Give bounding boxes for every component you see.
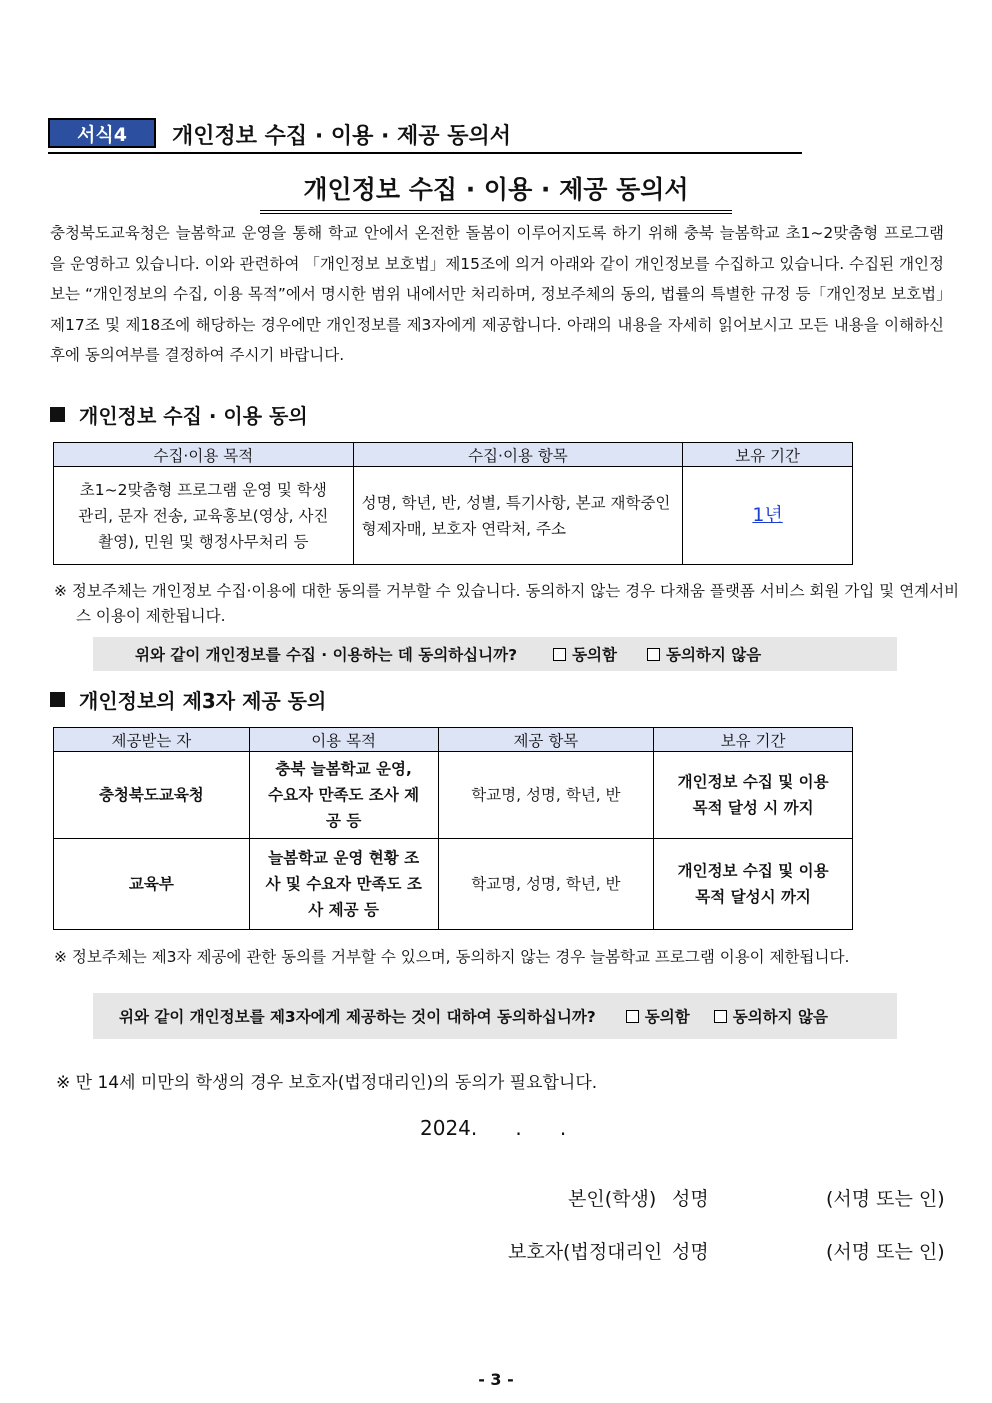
student-name-label: 성명 xyxy=(672,1188,709,1210)
header-period: 보유 기간 xyxy=(683,443,853,467)
section2-disagree-option[interactable] xyxy=(714,1005,828,1027)
page-number: - 3 - xyxy=(478,1370,514,1389)
recipient-cell: 교육부 xyxy=(54,839,250,930)
guardian-role: 보호자(법정대리인 xyxy=(508,1241,663,1263)
section2-title: 개인정보의 제3자 제공 동의 xyxy=(79,689,327,713)
period-cell: 개인정보 수집 및 이용목적 달성시 까지 xyxy=(654,839,853,930)
header-provided-items: 제공 항목 xyxy=(438,728,654,752)
retention-period-link[interactable]: 1년 xyxy=(752,504,783,526)
agree-label: 동의함 xyxy=(644,1008,690,1026)
items-cell: 학교명, 성명, 학년, 반 xyxy=(438,839,654,930)
form-tag: 서식4 xyxy=(48,118,156,148)
form-title: 개인정보 수집 · 이용 · 제공 동의서 xyxy=(172,123,511,149)
section2-heading xyxy=(50,685,326,714)
disagree-label: 동의하지 않음 xyxy=(665,646,762,664)
section1-heading xyxy=(50,400,308,429)
guardian-name-label: 성명 xyxy=(672,1241,709,1263)
section1-title: 개인정보 수집 · 이용 동의 xyxy=(79,404,308,428)
square-bullet-icon xyxy=(50,407,65,422)
collection-purpose: 초1~2맞춤형 프로그램 운영 및 학생관리, 문자 전송, 교육홍보(영상, 사진촬영), 민원 및 행정사무처리 등 xyxy=(54,467,354,565)
table-row xyxy=(54,752,853,839)
student-sign-label: (서명 또는 인) xyxy=(826,1188,945,1210)
intro-paragraph: 충청북도교육청은 늘봄학교 운영을 통해 학교 안에서 온전한 돌봄이 이루어지도록 하기 위해 충북 늘봄학교 초1~2맞춤형 프로그램을 운영하고 있습니다. 이와 관련하여 「개인정보 보호법」제15조에 의거 아래와 같이 개인정보를 수집하고 있습니다. 수집된 개인정보는 “개인정보의 수집, 이용 목적”에서 명시한 범위 내에서만 처리하며, 정보주체의 동의, 법률의 특별한 규정 등「개인정보 보호법」제17조 및 제18조에 해당하는 경우에만 개인정보를 제3자에게 제공합니다. 아래의 내용을 자세히 읽어보시고 모든 내용을 이해하신 후에 동의여부를 결정하여 주시기 바랍니다. xyxy=(50,224,944,364)
doc-title-underline xyxy=(260,210,732,214)
section1-agree-option[interactable] xyxy=(553,643,617,665)
header-items: 수집·이용 항목 xyxy=(353,443,683,467)
square-bullet-icon xyxy=(50,692,65,707)
table-row xyxy=(54,839,853,930)
checkbox-icon[interactable] xyxy=(626,1010,639,1023)
header-purpose: 수집·이용 목적 xyxy=(54,443,354,467)
collection-table xyxy=(53,442,853,565)
section1-disagree-option[interactable] xyxy=(647,643,761,665)
agree-label: 동의함 xyxy=(572,646,617,664)
checkbox-icon[interactable] xyxy=(647,648,660,661)
header-recipient: 제공받는 자 xyxy=(54,728,250,752)
section2-note: ※ 정보주체는 제3자 제공에 관한 동의를 거부할 수 있으며, 동의하지 않는 경우 늘봄학교 프로그램 이용이 제한됩니다. xyxy=(54,948,850,966)
checkbox-icon[interactable] xyxy=(553,648,566,661)
section1-note: ※ 정보주체는 개인정보 수집·이용에 대한 동의를 거부할 수 있습니다. 동의하지 않는 경우 다채움 플랫폼 서비스 회원 가입 및 연계서비스 이용이 제한됩니다. xyxy=(54,582,960,625)
collection-items: 성명, 학년, 반, 성별, 특기사항, 본교 재학중인 형제자매, 보호자 연락처, 주소 xyxy=(353,467,683,565)
section2-question: 위와 같이 개인정보를 제3자에게 제공하는 것이 대하여 동의하십니까? xyxy=(119,1008,596,1026)
section2-consent-bar xyxy=(93,993,897,1039)
date-line: 2024. . . xyxy=(420,1116,567,1140)
items-cell: 학교명, 성명, 학년, 반 xyxy=(438,752,654,839)
checkbox-icon[interactable] xyxy=(714,1010,727,1023)
purpose-cell: 늘봄학교 운영 현황 조사 및 수요자 만족도 조사 제공 등 xyxy=(249,839,438,930)
section1-question: 위와 같이 개인정보를 수집 · 이용하는 데 동의하십니까? xyxy=(135,646,518,664)
header-retention: 보유 기간 xyxy=(654,728,853,752)
doc-title: 개인정보 수집 · 이용 · 제공 동의서 xyxy=(303,175,689,204)
guardian-sign-label: (서명 또는 인) xyxy=(826,1241,945,1263)
disagree-label: 동의하지 않음 xyxy=(732,1008,828,1026)
student-role: 본인(학생) xyxy=(568,1188,657,1210)
provision-table xyxy=(53,727,853,930)
purpose-cell: 충북 늘봄학교 운영, 수요자 만족도 조사 제공 등 xyxy=(249,752,438,839)
header-use-purpose: 이용 목적 xyxy=(249,728,438,752)
section2-agree-option[interactable] xyxy=(626,1005,690,1027)
recipient-cell: 충청북도교육청 xyxy=(54,752,250,839)
collection-period-cell xyxy=(683,467,853,565)
period-cell: 개인정보 수집 및 이용목적 달성 시 까지 xyxy=(654,752,853,839)
minor-note: ※ 만 14세 미만의 학생의 경우 보호자(법정대리인)의 동의가 필요합니다. xyxy=(56,1073,598,1093)
section1-consent-bar xyxy=(93,637,897,671)
form-header xyxy=(48,118,802,154)
